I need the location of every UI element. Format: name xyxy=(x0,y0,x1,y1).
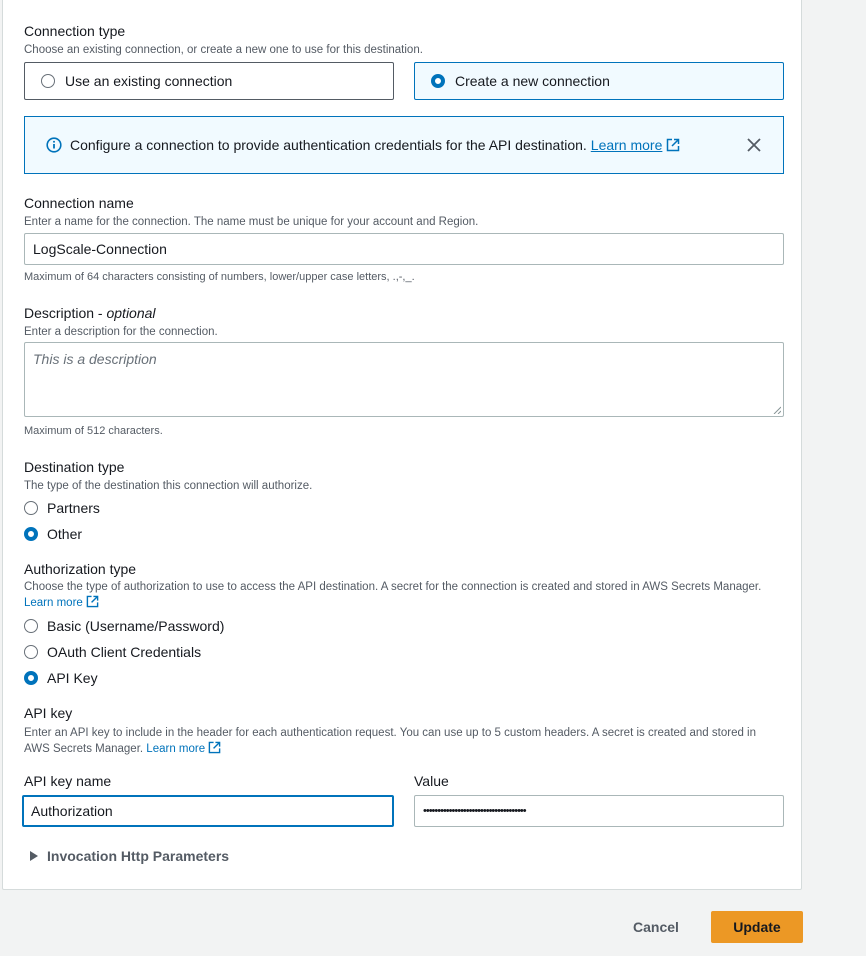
authorization-learn-more-link[interactable]: Learn more xyxy=(24,597,83,609)
basic-label: Basic (Username/Password) xyxy=(47,618,225,634)
radio-create-new[interactable] xyxy=(431,74,445,88)
external-link-icon xyxy=(208,741,221,754)
api-key-name-label: API key name xyxy=(24,773,112,789)
destination-option-other[interactable] xyxy=(24,526,82,542)
description-placeholder: This is a description xyxy=(33,351,157,367)
radio-other[interactable] xyxy=(24,527,38,541)
close-icon[interactable] xyxy=(747,138,761,152)
other-label: Other xyxy=(47,526,83,542)
authorization-type-description xyxy=(24,579,774,611)
form-panel xyxy=(2,0,802,890)
oauth-label: OAuth Client Credentials xyxy=(47,644,202,660)
description-textarea[interactable] xyxy=(24,342,784,417)
connection-name-input[interactable] xyxy=(24,233,784,265)
invocation-http-parameters-label: Invocation Http Parameters xyxy=(47,848,230,864)
info-icon xyxy=(46,137,62,153)
api-key-description-text: Enter an API key to include in the header for each authentication request. You can use up to 5 custom headers. A secret is created and stored in AWS Secrets Manager. xyxy=(24,727,757,755)
radio-oauth[interactable] xyxy=(24,645,38,659)
resize-handle-icon[interactable] xyxy=(773,406,781,414)
radio-basic[interactable] xyxy=(24,619,38,633)
api-key-value-input[interactable] xyxy=(414,795,784,827)
destination-type-label: Destination type xyxy=(24,459,125,475)
api-key-name-value: Authorization xyxy=(31,803,113,819)
radio-partners[interactable] xyxy=(24,501,38,515)
update-button[interactable]: Update xyxy=(711,911,803,943)
auth-option-basic[interactable] xyxy=(24,618,224,634)
external-link-icon xyxy=(666,138,680,152)
radio-api-key[interactable] xyxy=(24,671,38,685)
external-link-icon xyxy=(86,595,99,608)
caret-right-icon xyxy=(30,851,38,861)
optional-tag: optional xyxy=(106,305,156,321)
cancel-button[interactable]: Cancel xyxy=(633,919,679,935)
description-label: Description - optional xyxy=(24,305,156,321)
partners-label: Partners xyxy=(47,500,100,516)
authorization-type-description-text: Choose the type of authorization to use to access the API destination. A secret for the connection is created and stored in AWS Secrets Manager. xyxy=(24,581,762,593)
alert-text: Configure a connection to provide authentication credentials for the API destination. xyxy=(70,137,587,153)
auth-option-oauth[interactable] xyxy=(24,644,201,660)
description-constraint: Maximum of 512 characters. xyxy=(24,425,163,437)
create-new-connection-label: Create a new connection xyxy=(455,73,610,89)
connection-name-value: LogScale-Connection xyxy=(33,241,167,257)
use-existing-connection-label: Use an existing connection xyxy=(65,73,233,89)
connection-name-description: Enter a name for the connection. The name must be unique for your account and Region. xyxy=(24,216,479,228)
create-new-connection-option[interactable] xyxy=(414,62,784,100)
api-key-description xyxy=(24,725,774,757)
description-description: Enter a description for the connection. xyxy=(24,326,218,338)
auth-option-api-key[interactable] xyxy=(24,670,98,686)
destination-type-description: The type of the destination this connection will authorize. xyxy=(24,480,313,492)
invocation-http-parameters-expander[interactable] xyxy=(30,848,229,864)
api-key-label: API key xyxy=(24,705,73,721)
api-key-option-label: API Key xyxy=(47,670,98,686)
connection-name-label: Connection name xyxy=(24,195,134,211)
connection-type-description: Choose an existing connection, or create a new one to use for this destination. xyxy=(24,44,423,56)
api-key-learn-more-link[interactable]: Learn more xyxy=(146,743,206,755)
info-alert xyxy=(24,116,784,174)
api-key-value-label: Value xyxy=(414,773,449,789)
api-key-value-masked: •••••••••••••••••••••••••••••••••••• xyxy=(423,805,526,817)
connection-type-label: Connection type xyxy=(24,23,126,39)
use-existing-connection-option[interactable] xyxy=(24,62,394,100)
authorization-type-label: Authorization type xyxy=(24,561,137,577)
destination-option-partners[interactable] xyxy=(24,500,100,516)
alert-learn-more-link[interactable]: Learn more xyxy=(590,137,663,153)
api-key-name-input[interactable] xyxy=(22,795,394,827)
radio-use-existing[interactable] xyxy=(41,74,55,88)
description-label-text: Description xyxy=(24,305,95,321)
connection-name-constraint: Maximum of 64 characters consisting of numbers, lower/upper case letters, .,-,_. xyxy=(24,271,415,283)
